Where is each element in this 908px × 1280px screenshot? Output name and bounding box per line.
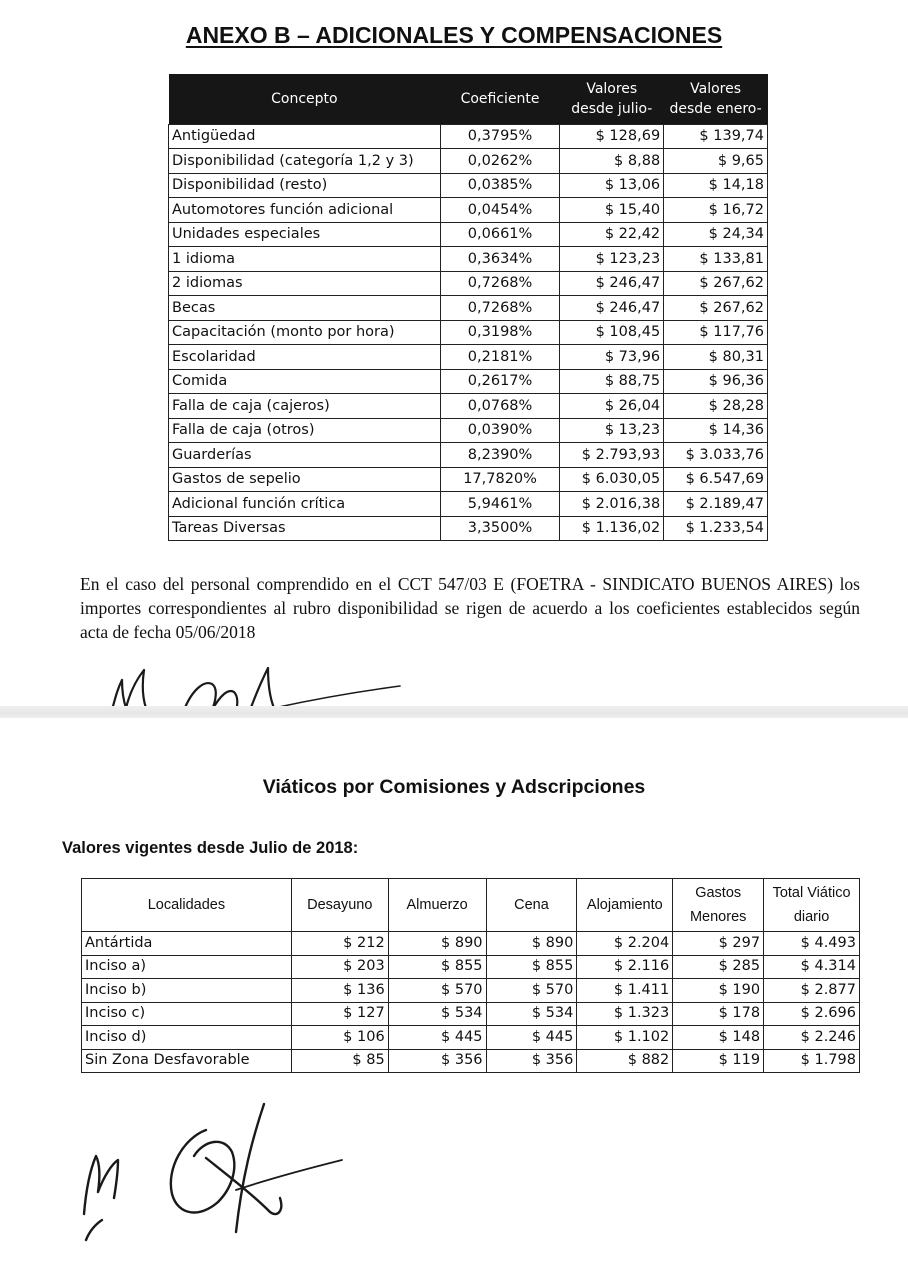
cell-alojamiento: $ 882 bbox=[577, 1049, 673, 1073]
table-row bbox=[169, 492, 768, 517]
cell-valor-julio: $ 108,45 bbox=[560, 320, 664, 345]
cell-cena: $ 534 bbox=[486, 1002, 577, 1026]
cell-almuerzo: $ 445 bbox=[388, 1026, 486, 1050]
header-alojamiento: Alojamiento bbox=[577, 879, 673, 932]
cell-coeficiente: 0,3795% bbox=[440, 124, 560, 149]
cell-gastos-menores: $ 119 bbox=[673, 1049, 764, 1073]
cell-desayuno: $ 85 bbox=[291, 1049, 388, 1073]
cct-note: En el caso del personal comprendido en el CCT 547/03 E (FOETRA - SINDICATO BUENOS AIRES) los importes correspondientes al rubro disponibilidad se rigen de acuerdo a los coeficientes establecidos según acta de fecha 05/06/2018 bbox=[80, 574, 860, 642]
cell-coeficiente: 17,7820% bbox=[440, 467, 560, 492]
cell-valor-enero: $ 14,18 bbox=[664, 173, 768, 198]
cell-valor-julio: $ 73,96 bbox=[560, 345, 664, 370]
cell-valor-julio: $ 1.136,02 bbox=[560, 516, 664, 541]
cell-total-viatico: $ 4.314 bbox=[764, 955, 860, 979]
cell-coeficiente: 0,0385% bbox=[440, 173, 560, 198]
header-cena: Cena bbox=[486, 879, 577, 932]
viaticos-table bbox=[81, 878, 860, 1073]
cell-valor-julio: $ 128,69 bbox=[560, 124, 664, 149]
cell-concepto: Antigüedad bbox=[169, 124, 441, 149]
cell-valor-julio: $ 88,75 bbox=[560, 369, 664, 394]
cell-concepto: Adicional función crítica bbox=[169, 492, 441, 517]
header-valores-enero: Valores desde enero- bbox=[664, 74, 768, 124]
cell-almuerzo: $ 570 bbox=[388, 979, 486, 1003]
cell-almuerzo: $ 534 bbox=[388, 1002, 486, 1026]
cell-desayuno: $ 212 bbox=[291, 932, 388, 956]
cell-concepto: 2 idiomas bbox=[169, 271, 441, 296]
cell-valor-julio: $ 26,04 bbox=[560, 394, 664, 419]
header-gastos-menores: Gastos Menores bbox=[673, 879, 764, 932]
cell-valor-enero: $ 2.189,47 bbox=[664, 492, 768, 517]
table-row bbox=[82, 955, 860, 979]
cell-concepto: Comida bbox=[169, 369, 441, 394]
cell-localidad: Sin Zona Desfavorable bbox=[82, 1049, 292, 1073]
table-row bbox=[169, 345, 768, 370]
cell-concepto: Automotores función adicional bbox=[169, 198, 441, 223]
cell-cena: $ 890 bbox=[486, 932, 577, 956]
cell-alojamiento: $ 2.204 bbox=[577, 932, 673, 956]
header-desayuno: Desayuno bbox=[291, 879, 388, 932]
cell-alojamiento: $ 1.323 bbox=[577, 1002, 673, 1026]
cell-concepto: Disponibilidad (resto) bbox=[169, 173, 441, 198]
cell-valor-julio: $ 2.793,93 bbox=[560, 443, 664, 468]
cell-valor-julio: $ 6.030,05 bbox=[560, 467, 664, 492]
cell-gastos-menores: $ 178 bbox=[673, 1002, 764, 1026]
adicionales-table bbox=[168, 74, 768, 541]
cell-localidad: Inciso d) bbox=[82, 1026, 292, 1050]
cell-coeficiente: 0,3634% bbox=[440, 247, 560, 272]
table-row bbox=[169, 173, 768, 198]
table-row bbox=[169, 149, 768, 174]
cell-valor-enero: $ 16,72 bbox=[664, 198, 768, 223]
cell-valor-julio: $ 13,23 bbox=[560, 418, 664, 443]
cell-valor-enero: $ 96,36 bbox=[664, 369, 768, 394]
cell-concepto: Falla de caja (cajeros) bbox=[169, 394, 441, 419]
cell-concepto: Capacitación (monto por hora) bbox=[169, 320, 441, 345]
cell-valor-julio: $ 8,88 bbox=[560, 149, 664, 174]
cell-coeficiente: 0,2617% bbox=[440, 369, 560, 394]
cell-alojamiento: $ 1.411 bbox=[577, 979, 673, 1003]
cell-concepto: Escolaridad bbox=[169, 345, 441, 370]
cell-valor-julio: $ 246,47 bbox=[560, 296, 664, 321]
table-row bbox=[169, 467, 768, 492]
table-row bbox=[169, 198, 768, 223]
cell-localidad: Inciso a) bbox=[82, 955, 292, 979]
cell-desayuno: $ 127 bbox=[291, 1002, 388, 1026]
table-row bbox=[82, 1002, 860, 1026]
section-title: Viáticos por Comisiones y Adscripciones bbox=[262, 776, 646, 798]
cell-coeficiente: 0,0390% bbox=[440, 418, 560, 443]
cell-valor-julio: $ 2.016,38 bbox=[560, 492, 664, 517]
table-row bbox=[169, 394, 768, 419]
cell-concepto: Gastos de sepelio bbox=[169, 467, 441, 492]
cell-alojamiento: $ 1.102 bbox=[577, 1026, 673, 1050]
cell-valor-enero: $ 9,65 bbox=[664, 149, 768, 174]
cell-coeficiente: 0,3198% bbox=[440, 320, 560, 345]
header-localidades: Localidades bbox=[82, 879, 292, 932]
table-row bbox=[82, 1026, 860, 1050]
cell-cena: $ 570 bbox=[486, 979, 577, 1003]
cell-localidad: Antártida bbox=[82, 932, 292, 956]
cell-coeficiente: 0,0768% bbox=[440, 394, 560, 419]
cell-valor-julio: $ 15,40 bbox=[560, 198, 664, 223]
cell-concepto: Disponibilidad (categoría 1,2 y 3) bbox=[169, 149, 441, 174]
cell-valor-enero: $ 3.033,76 bbox=[664, 443, 768, 468]
cell-total-viatico: $ 1.798 bbox=[764, 1049, 860, 1073]
table-row bbox=[169, 247, 768, 272]
cell-coeficiente: 0,0661% bbox=[440, 222, 560, 247]
cell-total-viatico: $ 2.877 bbox=[764, 979, 860, 1003]
table-row bbox=[169, 418, 768, 443]
table-row bbox=[169, 271, 768, 296]
section-subtitle: Valores vigentes desde Julio de 2018: bbox=[62, 839, 359, 857]
page-title: ANEXO B – ADICIONALES Y COMPENSACIONES bbox=[185, 22, 723, 48]
cell-coeficiente: 3,3500% bbox=[440, 516, 560, 541]
header-valores-julio: Valores desde julio- bbox=[560, 74, 664, 124]
cell-coeficiente: 0,2181% bbox=[440, 345, 560, 370]
cell-valor-enero: $ 267,62 bbox=[664, 296, 768, 321]
cell-concepto: 1 idioma bbox=[169, 247, 441, 272]
cell-gastos-menores: $ 190 bbox=[673, 979, 764, 1003]
cell-concepto: Unidades especiales bbox=[169, 222, 441, 247]
cell-gastos-menores: $ 285 bbox=[673, 955, 764, 979]
cell-concepto: Guarderías bbox=[169, 443, 441, 468]
cell-desayuno: $ 106 bbox=[291, 1026, 388, 1050]
cell-gastos-menores: $ 297 bbox=[673, 932, 764, 956]
table-row bbox=[82, 932, 860, 956]
signature-bottom bbox=[56, 1094, 356, 1244]
cell-coeficiente: 0,0454% bbox=[440, 198, 560, 223]
cell-valor-enero: $ 117,76 bbox=[664, 320, 768, 345]
cell-cena: $ 356 bbox=[486, 1049, 577, 1073]
cell-coeficiente: 8,2390% bbox=[440, 443, 560, 468]
cell-total-viatico: $ 4.493 bbox=[764, 932, 860, 956]
cell-valor-julio: $ 246,47 bbox=[560, 271, 664, 296]
table-row bbox=[82, 1049, 860, 1073]
cell-almuerzo: $ 890 bbox=[388, 932, 486, 956]
cell-localidad: Inciso b) bbox=[82, 979, 292, 1003]
cell-concepto: Tareas Diversas bbox=[169, 516, 441, 541]
cell-almuerzo: $ 855 bbox=[388, 955, 486, 979]
cell-concepto: Becas bbox=[169, 296, 441, 321]
cell-almuerzo: $ 356 bbox=[388, 1049, 486, 1073]
cell-valor-enero: $ 139,74 bbox=[664, 124, 768, 149]
cell-coeficiente: 5,9461% bbox=[440, 492, 560, 517]
table-row bbox=[169, 296, 768, 321]
table-row bbox=[169, 124, 768, 149]
cell-valor-enero: $ 267,62 bbox=[664, 271, 768, 296]
table-row bbox=[82, 979, 860, 1003]
cell-coeficiente: 0,7268% bbox=[440, 296, 560, 321]
cell-desayuno: $ 136 bbox=[291, 979, 388, 1003]
cell-valor-enero: $ 14,36 bbox=[664, 418, 768, 443]
table-row bbox=[169, 320, 768, 345]
cell-gastos-menores: $ 148 bbox=[673, 1026, 764, 1050]
cell-valor-julio: $ 13,06 bbox=[560, 173, 664, 198]
cell-valor-julio: $ 123,23 bbox=[560, 247, 664, 272]
cell-coeficiente: 0,0262% bbox=[440, 149, 560, 174]
cell-valor-enero: $ 1.233,54 bbox=[664, 516, 768, 541]
header-coeficiente: Coeficiente bbox=[440, 74, 560, 124]
cell-localidad: Inciso c) bbox=[82, 1002, 292, 1026]
cell-valor-enero: $ 133,81 bbox=[664, 247, 768, 272]
cell-desayuno: $ 203 bbox=[291, 955, 388, 979]
page-viaticos bbox=[0, 718, 908, 1280]
signature-top bbox=[100, 650, 420, 712]
table-header-row bbox=[82, 879, 860, 932]
table-row bbox=[169, 369, 768, 394]
cell-valor-enero: $ 80,31 bbox=[664, 345, 768, 370]
header-almuerzo: Almuerzo bbox=[388, 879, 486, 932]
cell-cena: $ 445 bbox=[486, 1026, 577, 1050]
table-header-row bbox=[169, 74, 768, 124]
cell-valor-enero: $ 6.547,69 bbox=[664, 467, 768, 492]
cell-total-viatico: $ 2.696 bbox=[764, 1002, 860, 1026]
cell-valor-enero: $ 28,28 bbox=[664, 394, 768, 419]
cell-alojamiento: $ 2.116 bbox=[577, 955, 673, 979]
header-concepto: Concepto bbox=[169, 74, 441, 124]
table-row bbox=[169, 222, 768, 247]
cell-coeficiente: 0,7268% bbox=[440, 271, 560, 296]
cell-cena: $ 855 bbox=[486, 955, 577, 979]
cell-valor-enero: $ 24,34 bbox=[664, 222, 768, 247]
cell-valor-julio: $ 22,42 bbox=[560, 222, 664, 247]
cell-total-viatico: $ 2.246 bbox=[764, 1026, 860, 1050]
table-row bbox=[169, 443, 768, 468]
table-row bbox=[169, 516, 768, 541]
cell-concepto: Falla de caja (otros) bbox=[169, 418, 441, 443]
header-total-viatico: Total Viático diario bbox=[764, 879, 860, 932]
